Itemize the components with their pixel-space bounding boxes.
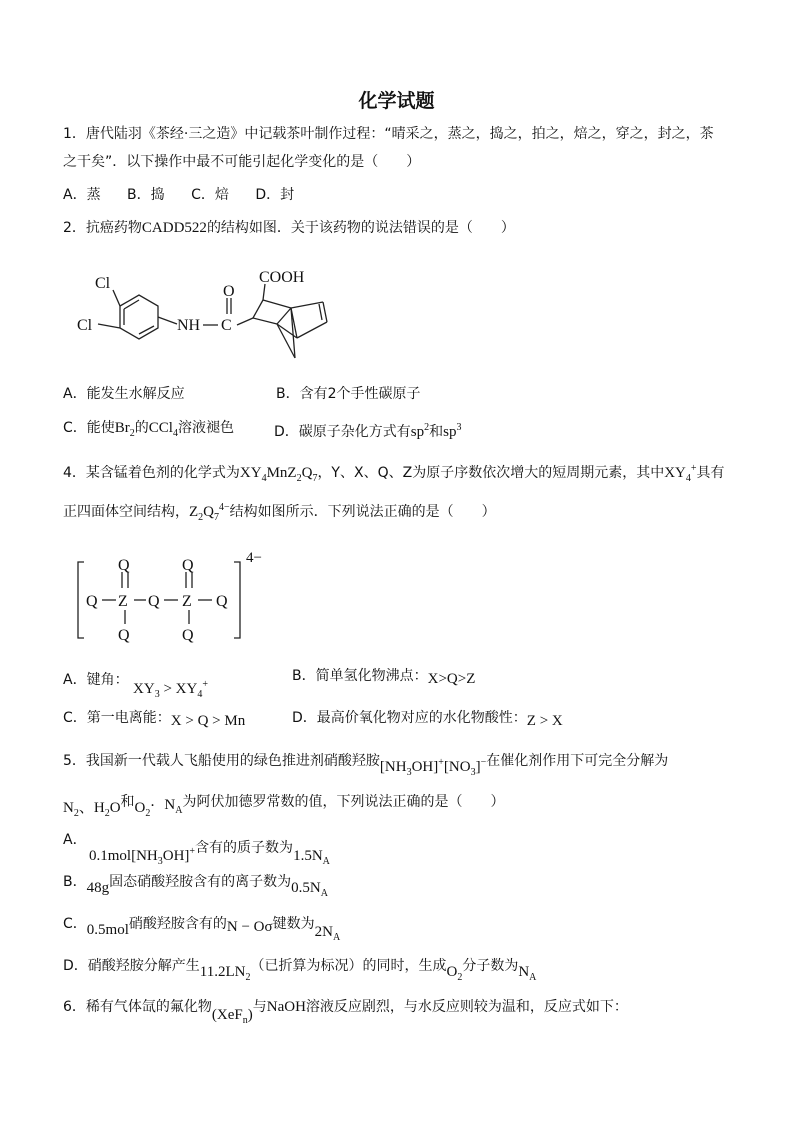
- q1-option-c: C．焙: [191, 187, 229, 203]
- q4-label-z2: Z: [182, 593, 192, 610]
- q2-label-o: O: [223, 283, 235, 300]
- q1-stem-line1: 1．唐代陆羽《茶经·三之造》中记载茶叶制作过程：“晴采之，蒸之，捣之，拍之，焙之，穿之，封之，茶: [63, 126, 714, 142]
- q1-stem-line2: 之干矣”．以下操作中最不可能引起化学变化的是（ ）: [63, 154, 421, 170]
- q4-stem-line2: 正四面体空间结构，$Z_2Q_7^{4-}$结构如图所示．下列说法正确的是（ ）: [63, 502, 496, 523]
- q2-label-cl-top: Cl: [95, 275, 111, 292]
- q5-option-d: D．硝酸羟胺分解产生$11.2LN_2$（已折算为标况）的同时，生成$O_2$分子数为$N_A$: [63, 958, 537, 983]
- q5-option-a: A． $0.1mol[NH_3OH]^+$含有的质子数为$1.5N_A$: [63, 832, 330, 867]
- q2-option-a: A．能发生水解反应: [63, 386, 185, 402]
- q4-option-b: B．简单氢化物沸点：X>Q>Z: [292, 668, 476, 687]
- q2-option-d: D．碳原子杂化方式有$sp^2$和$sp^3$: [274, 422, 462, 440]
- svg-text:Q: Q: [118, 627, 130, 644]
- q4-label-z1: Z: [118, 593, 128, 610]
- q2-label-nh: NH: [177, 317, 201, 334]
- q6-stem: 6．稀有气体氙的氟化物(XeF$_n$)与NaOH溶液反应剧烈，与水反应则较为温和，反应式如下：: [63, 999, 628, 1026]
- q5-option-b: B．48g固态硝酸羟胺含有的离子数为$0.5N_A$: [63, 874, 328, 899]
- q5-stem-line2: $N_2$、$H_2O$和$O_2$．$N_A$为阿伏加德罗常数的值，下列说法正确的是（ ）: [63, 794, 505, 819]
- q2-label-c: C: [221, 317, 232, 334]
- q1-option-d: D．封: [255, 187, 295, 203]
- svg-text:Q: Q: [216, 593, 228, 610]
- svg-text:Q: Q: [86, 593, 98, 610]
- q5-option-c: C．0.5mol硝酸羟胺含有的N − Oσ键数为$2N_A$: [63, 916, 341, 943]
- q2-structure-diagram: [65, 262, 345, 372]
- q4-option-c: C．第一电离能：X > Q > Mn: [63, 710, 246, 729]
- q4-stem-line1: 4．某含锰着色剂的化学式为$XY_4MnZ_2Q_7$，Y、X、Q、Z为原子序数依次增大的短周期元素，其中$XY_4^+$具有: [63, 463, 725, 484]
- q2-option-c: C．能使$Br_2$的CCl$_4$溶液褪色: [63, 420, 234, 439]
- q1-option-a: A．蒸: [63, 187, 101, 203]
- q1-options: [63, 185, 294, 205]
- q5-stem-line1: 5．我国新一代载人飞船使用的绿色推进剂硝酸羟胺$[NH_3OH]^+[NO_3]^-$在催化剂作用下可完全分解为: [63, 753, 669, 778]
- q2-label-cl-left: Cl: [77, 317, 93, 334]
- q1-option-b: B．捣: [127, 187, 165, 203]
- q4-option-d: D．最高价氧化物对应的水化物酸性：Z > X: [292, 710, 563, 729]
- page-title: 化学试题: [358, 90, 435, 112]
- q4-option-a: A．键角： $XY_3 > XY_4^+$: [63, 672, 208, 700]
- q2-label-cooh: COOH: [259, 269, 305, 286]
- q2-drug-name: CADD522: [141, 220, 207, 236]
- svg-text:Q: Q: [118, 557, 130, 574]
- q2-option-b: B．含有2个手性碳原子: [276, 386, 421, 402]
- q4-structure-diagram: [68, 548, 288, 648]
- q2-stem: 2．抗癌药物CADD522的结构如图．关于该药物的说法错误的是（ ）: [63, 220, 515, 236]
- svg-text:Q: Q: [148, 593, 160, 610]
- q4-label-charge: 4−: [246, 550, 262, 566]
- svg-text:Q: Q: [182, 627, 194, 644]
- q4-formula: $XY_4MnZ_2Q_7$: [239, 465, 318, 484]
- svg-text:Q: Q: [182, 557, 194, 574]
